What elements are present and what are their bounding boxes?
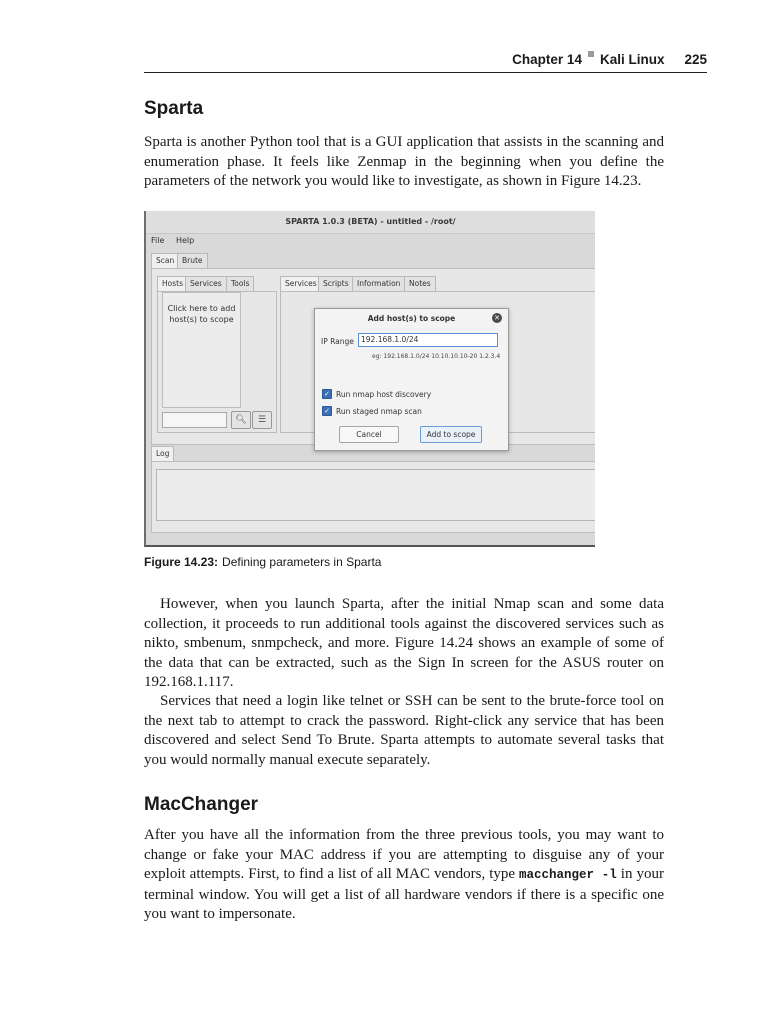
log-output	[156, 469, 595, 521]
separator-square-icon	[588, 51, 594, 57]
sparta-paragraph-2: However, when you launch Sparta, after the initial Nmap scan and some data collection, it proceeds to run additional tools against the discovered services such as nikto, smbenum, snmpcheck, and more. Figure 14.24 shows an example of some of the data that can be extracted, such as the Sign In screen for the ASUS router on 192.168.1.117.	[144, 596, 664, 690]
add-hosts-dialog	[314, 308, 509, 451]
add-to-scope-button[interactable]: Add to scope	[420, 426, 482, 443]
dialog-title: Add host(s) to scope	[367, 314, 456, 323]
host-filter-input[interactable]	[162, 412, 227, 428]
tab-services-right[interactable]: Services	[280, 276, 322, 291]
running-header	[144, 52, 707, 73]
chapter-title: Kali Linux	[599, 52, 665, 67]
window-titlebar: SPARTA 1.0.3 (BETA) - untitled - /root/	[146, 211, 595, 234]
staged-scan-checkbox[interactable]	[322, 406, 422, 416]
ip-range-hint: eg: 192.168.1.0/24 10.10.10.10-20 1.2.3.4	[372, 353, 501, 360]
section-heading-macchanger: MacChanger	[144, 794, 259, 815]
ip-range-label: IP Range	[321, 337, 354, 346]
macchanger-text-before: After you have all the information from the three previous tools, you may want to change or fake your MAC address if you are attempting to disguise any of your exploit attempts. First, to find a list of all MAC vendors, type	[144, 827, 664, 882]
search-icon[interactable]: 🔍︎	[231, 411, 251, 429]
filter-icon[interactable]: ☰	[252, 411, 272, 429]
macchanger-text-after: in your terminal window. You will get a list of all hardware vendors if there is a specific one you want to impersonate.	[144, 866, 664, 922]
sparta-screenshot	[144, 211, 595, 547]
staged-scan-label: Run staged nmap scan	[336, 406, 422, 416]
tab-log[interactable]: Log	[151, 446, 174, 461]
tab-information[interactable]: Information	[352, 276, 405, 291]
macchanger-command: macchanger -l	[519, 868, 617, 882]
figure-caption	[144, 555, 381, 569]
ip-range-input[interactable]: 192.168.1.0/24	[358, 333, 498, 347]
cancel-button[interactable]: Cancel	[339, 426, 399, 443]
nmap-discovery-label: Run nmap host discovery	[336, 389, 432, 399]
checkbox-checked-icon: ✓	[322, 389, 332, 399]
tab-brute[interactable]: Brute	[177, 253, 208, 268]
caption-label: Figure 14.23:	[144, 555, 219, 569]
section-heading-sparta: Sparta	[144, 98, 204, 119]
page-number: 225	[684, 52, 707, 67]
menu-bar	[151, 233, 203, 249]
chapter-label: Chapter 14	[512, 52, 582, 67]
host-list-placeholder[interactable]: Click here to add host(s) to scope	[162, 292, 241, 408]
tab-hosts[interactable]: Hosts	[157, 276, 188, 291]
tab-tools[interactable]: Tools	[226, 276, 254, 291]
caption-text: Defining parameters in Sparta	[222, 555, 382, 569]
checkbox-checked-icon: ✓	[322, 406, 332, 416]
close-icon[interactable]: ✕	[492, 313, 502, 323]
menu-file[interactable]: File	[151, 236, 165, 245]
sparta-paragraph-3: Services that need a login like telnet or SSH can be sent to the brute-force tool on the next tab to attempt to crack the password. Right-click any service that has been discovered and select Send To Brute. Sparta attempts to automate several tasks that you would normally manual execute separately.	[144, 693, 664, 768]
sparta-intro-paragraph: Sparta is another Python tool that is a GUI application that assists in the scanning and enumeration phase. It feels like Zenmap in the beginning when you define the parameters of the network you would like to investigate, as shown in Figure 14.23.	[144, 134, 664, 189]
tab-services-left[interactable]: Services	[185, 276, 227, 291]
tab-scripts[interactable]: Scripts	[318, 276, 354, 291]
nmap-discovery-checkbox[interactable]	[322, 389, 431, 399]
menu-help[interactable]: Help	[175, 236, 195, 245]
tab-notes[interactable]: Notes	[404, 276, 436, 291]
macchanger-paragraph	[144, 826, 664, 925]
tab-scan[interactable]: Scan	[151, 253, 179, 268]
